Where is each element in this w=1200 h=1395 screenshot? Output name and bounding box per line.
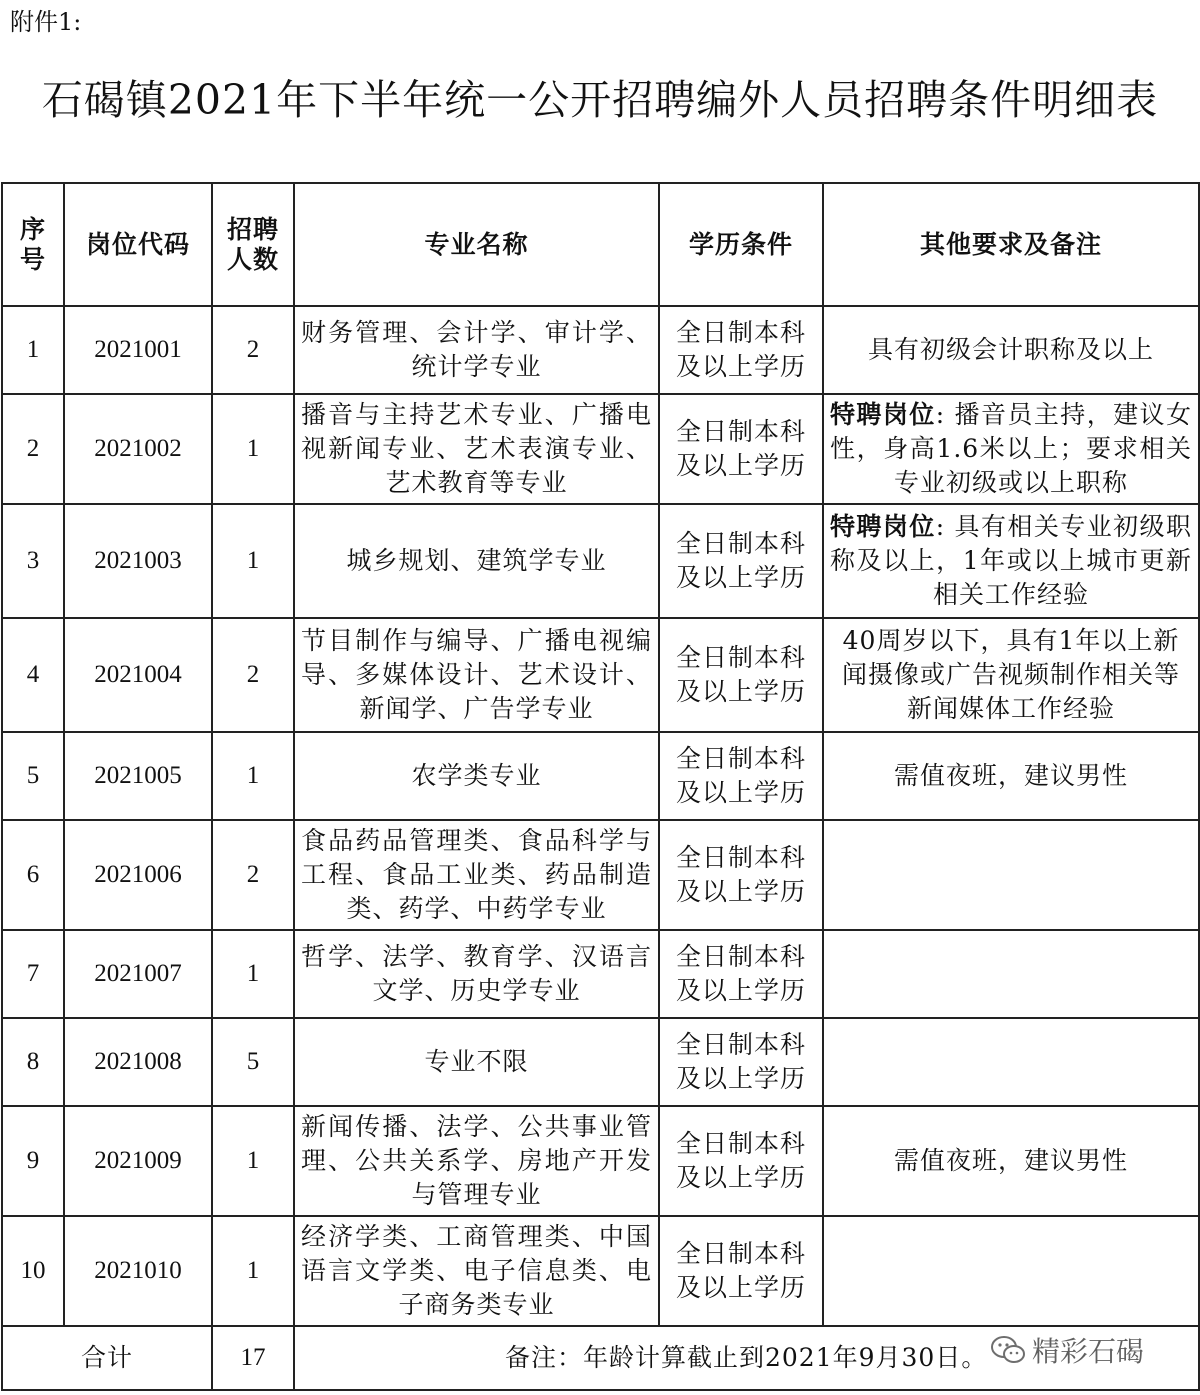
row-education: 全日制本科及以上学历	[659, 504, 823, 618]
row-education: 全日制本科及以上学历	[659, 618, 823, 732]
row-education: 全日制本科及以上学历	[659, 306, 823, 394]
table-row	[2, 1106, 1199, 1216]
header-major: 专业名称	[294, 183, 659, 306]
row-count: 1	[212, 732, 294, 820]
row-seq: 4	[2, 618, 64, 732]
row-count: 1	[212, 930, 294, 1018]
row-education: 全日制本科及以上学历	[659, 1216, 823, 1326]
row-count: 1	[212, 1106, 294, 1216]
header-other: 其他要求及备注	[823, 183, 1199, 306]
total-count: 17	[212, 1326, 294, 1390]
table-row	[2, 820, 1199, 930]
page-title: 石碣镇2021年下半年统一公开招聘编外人员招聘条件明细表	[41, 76, 1159, 124]
table-row	[2, 1216, 1199, 1326]
row-other-text: : 具有相关专业初级职称及以上，1年或以上城市更新相关工作经验	[830, 512, 1192, 609]
watermark	[990, 1330, 1144, 1370]
row-code: 2021005	[64, 732, 212, 820]
row-other	[823, 1216, 1199, 1326]
row-major: 专业不限	[294, 1018, 659, 1106]
row-code: 2021004	[64, 618, 212, 732]
row-education: 全日制本科及以上学历	[659, 1018, 823, 1106]
row-seq: 9	[2, 1106, 64, 1216]
row-education: 全日制本科及以上学历	[659, 820, 823, 930]
recruitment-table	[1, 182, 1200, 1391]
row-other: 需值夜班，建议男性	[823, 1106, 1199, 1216]
row-seq: 2	[2, 394, 64, 504]
row-major: 农学类专业	[294, 732, 659, 820]
row-seq: 5	[2, 732, 64, 820]
table-row	[2, 394, 1199, 504]
header-seq: 序号	[2, 183, 64, 306]
row-major: 城乡规划、建筑学专业	[294, 504, 659, 618]
row-other: 40周岁以下，具有1年以上新闻摄像或广告视频制作相关等新闻媒体工作经验	[823, 618, 1199, 732]
row-major: 食品药品管理类、食品科学与工程、食品工业类、药品制造类、药学、中药学专业	[294, 820, 659, 930]
row-major: 经济学类、工商管理类、中国语言文学类、电子信息类、电子商务类专业	[294, 1216, 659, 1326]
table-row	[2, 306, 1199, 394]
header-row	[2, 183, 1199, 306]
row-code: 2021009	[64, 1106, 212, 1216]
row-count: 2	[212, 306, 294, 394]
row-education: 全日制本科及以上学历	[659, 394, 823, 504]
row-education: 全日制本科及以上学历	[659, 732, 823, 820]
row-other: 需值夜班，建议男性	[823, 732, 1199, 820]
row-code: 2021002	[64, 394, 212, 504]
row-major: 节目制作与编导、广播电视编导、多媒体设计、艺术设计、新闻学、广告学专业	[294, 618, 659, 732]
row-count: 1	[212, 504, 294, 618]
row-education: 全日制本科及以上学历	[659, 1106, 823, 1216]
row-count: 1	[212, 1216, 294, 1326]
row-other	[823, 504, 1199, 618]
row-count: 5	[212, 1018, 294, 1106]
row-other	[823, 394, 1199, 504]
watermark-text: 精彩石碣	[1032, 1335, 1145, 1368]
row-code: 2021001	[64, 306, 212, 394]
row-major: 新闻传播、法学、公共事业管理、公共关系学、房地产开发与管理专业	[294, 1106, 659, 1216]
row-other-text: : 播音员主持，建议女性，身高1.6米以上；要求相关专业初级或以上职称	[830, 400, 1192, 497]
header-count: 招聘人数	[212, 183, 294, 306]
table-row	[2, 504, 1199, 618]
row-seq: 3	[2, 504, 64, 618]
row-other	[823, 1018, 1199, 1106]
row-seq: 6	[2, 820, 64, 930]
table-row	[2, 618, 1199, 732]
row-other: 具有初级会计职称及以上	[823, 306, 1199, 394]
row-other	[823, 930, 1199, 1018]
wechat-icon	[990, 1335, 1026, 1365]
table-row	[2, 1018, 1199, 1106]
special-post-label: 特聘岗位	[830, 512, 936, 541]
row-count: 1	[212, 394, 294, 504]
row-count: 2	[212, 820, 294, 930]
total-label: 合计	[2, 1326, 212, 1390]
table-row	[2, 930, 1199, 1018]
row-code: 2021006	[64, 820, 212, 930]
table-row	[2, 732, 1199, 820]
special-post-label: 特聘岗位	[830, 400, 936, 429]
row-seq: 8	[2, 1018, 64, 1106]
row-major: 播音与主持艺术专业、广播电视新闻专业、艺术表演专业、艺术教育等专业	[294, 394, 659, 504]
row-code: 2021003	[64, 504, 212, 618]
footer-note: 备注：年龄计算截止到2021年9月30日。	[294, 1326, 1199, 1390]
header-education: 学历条件	[659, 183, 823, 306]
row-seq: 1	[2, 306, 64, 394]
row-education: 全日制本科及以上学历	[659, 930, 823, 1018]
row-major: 哲学、法学、教育学、汉语言文学、历史学专业	[294, 930, 659, 1018]
row-seq: 10	[2, 1216, 64, 1326]
row-code: 2021008	[64, 1018, 212, 1106]
row-code: 2021010	[64, 1216, 212, 1326]
row-count: 2	[212, 618, 294, 732]
attachment-label: 附件1:	[10, 8, 82, 36]
row-other	[823, 820, 1199, 930]
row-code: 2021007	[64, 930, 212, 1018]
row-seq: 7	[2, 930, 64, 1018]
header-code: 岗位代码	[64, 183, 212, 306]
row-major: 财务管理、会计学、审计学、统计学专业	[294, 306, 659, 394]
